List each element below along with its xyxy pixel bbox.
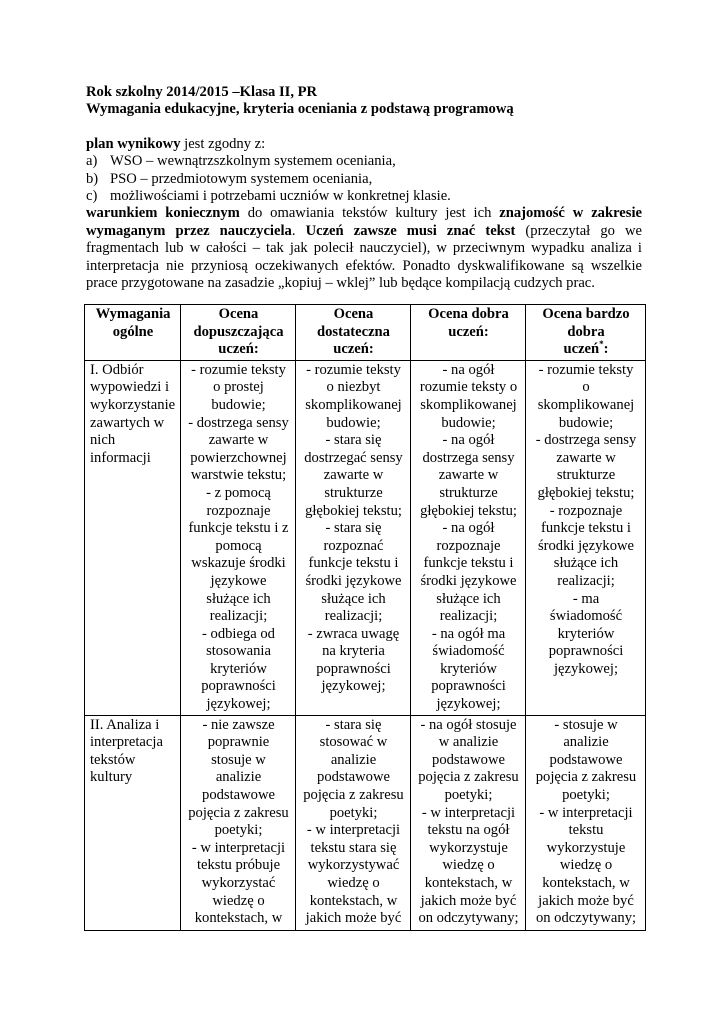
cell-line: funkcje tekstu i bbox=[308, 555, 399, 572]
cell-line: stosuje w bbox=[211, 751, 266, 768]
header-line: Ocena bbox=[333, 306, 374, 322]
cell-line: - z pomocą bbox=[206, 484, 271, 501]
cell-line: wiedzę o bbox=[559, 857, 613, 874]
cell-line: wykorzystuje bbox=[429, 839, 508, 856]
cell-line: on odczytywany; bbox=[418, 910, 519, 927]
cell-line: świadomość bbox=[432, 643, 505, 660]
cell-line: - stosuje w bbox=[554, 716, 618, 733]
cell-line: wykorzystuje bbox=[546, 839, 626, 856]
cell-line: kryteriów bbox=[440, 660, 497, 677]
cell-line: środki językowe bbox=[305, 572, 402, 589]
cell-grade-sufficient bbox=[181, 715, 296, 930]
cell-line: pojęcia z zakresu bbox=[188, 804, 289, 821]
list-text: możliwościami i potrzebami uczniów w konkretnej klasie. bbox=[110, 188, 451, 205]
cell-line: poetyki; bbox=[329, 804, 378, 821]
list-item bbox=[86, 171, 642, 188]
cell-line: - stara się bbox=[325, 520, 382, 537]
cell-line: pojęcia z zakresu bbox=[535, 769, 637, 786]
cell-line: o prostej bbox=[213, 379, 264, 396]
header-grade-sufficient bbox=[181, 305, 296, 361]
cell-line: świadomość bbox=[549, 608, 623, 625]
cell-line: budowie; bbox=[441, 414, 496, 431]
cell-line: analizie bbox=[330, 751, 377, 768]
cell-line: skomplikowanej bbox=[420, 396, 517, 413]
cell-line: wiedzę o bbox=[212, 892, 265, 909]
list-text: WSO – wewnątrzszkolnym systemem oceniania, bbox=[110, 153, 396, 170]
cell-line: poprawności bbox=[316, 660, 391, 677]
list-marker: a) bbox=[86, 153, 98, 170]
cell-line: kryteriów bbox=[557, 625, 615, 642]
cell-line: - na ogół stosuje bbox=[420, 716, 517, 733]
cell-line: językowej; bbox=[206, 696, 271, 713]
cell-line: - na ogół bbox=[442, 432, 495, 449]
cell-line: realizacji; bbox=[209, 608, 268, 625]
cell-line: - zwraca uwagę bbox=[307, 625, 400, 642]
cell-line: analizie bbox=[215, 769, 262, 786]
cell-line: rozpoznaje bbox=[206, 502, 271, 519]
cell-line: funkcje tekstu i bbox=[541, 520, 631, 537]
cell-line: - na ogół bbox=[442, 361, 495, 378]
cell-line: - odbiega od bbox=[202, 625, 275, 642]
cell-line: poetyki; bbox=[562, 787, 610, 804]
cell-line: służące ich bbox=[436, 590, 501, 607]
cell-line: kontekstach, w bbox=[542, 875, 630, 891]
cell-line: - na ogół ma bbox=[431, 625, 506, 642]
cell-line: - na ogół bbox=[442, 520, 495, 537]
cell-line: poprawności bbox=[548, 643, 624, 660]
cell-line: - w interpretacji bbox=[539, 804, 633, 821]
header-general-requirements bbox=[85, 305, 181, 361]
cell-general-requirement bbox=[85, 715, 181, 930]
cell-line: II. Analiza i bbox=[90, 716, 160, 733]
header-line: Wymagania bbox=[95, 306, 171, 322]
cell-line: środki językowe bbox=[420, 572, 517, 589]
cell-line: - rozpoznaje bbox=[549, 502, 623, 519]
footnote-marker: * bbox=[599, 339, 604, 350]
cell-line: poetyki; bbox=[214, 822, 263, 839]
cell-line: realizacji; bbox=[557, 572, 615, 589]
header-grade-very-good bbox=[526, 305, 646, 361]
cell-grade-very-good bbox=[526, 360, 646, 715]
cell-line: analizie bbox=[563, 734, 609, 751]
list-text: PSO – przedmiotowym systemem oceniania, bbox=[110, 170, 373, 187]
header-line-tail: : bbox=[603, 341, 609, 358]
condition-text-1: do omawiania tekstów kultury jest ich bbox=[239, 205, 500, 222]
cell-line: o niezbyt bbox=[326, 379, 381, 396]
cell-line: kontekstach, w bbox=[309, 892, 398, 909]
cell-line: - w interpretacji bbox=[421, 804, 516, 821]
header-line: dobra bbox=[567, 323, 605, 340]
cell-line: strukturze bbox=[439, 484, 498, 501]
school-year-heading: Rok szkolny 2014/2015 –Klasa II, PR bbox=[86, 84, 318, 100]
header-line: uczeń: bbox=[448, 323, 489, 340]
cell-line: jakich może być bbox=[420, 892, 517, 909]
cell-line: pojęcia z zakresu bbox=[418, 769, 519, 786]
cell-line: o bbox=[582, 379, 590, 396]
list-marker: c) bbox=[86, 188, 98, 205]
condition-text-3: (przeczytał go we fragmentach lub w całości – tak jak polecił nauczyciel), w przeciwnym wypadku analiza i interpretacja nie przyniosą oczekiwanych efektów. Ponadto dyskwalifikowane są wszelkie prace przygotowane na zasadzie „kopiuj – wklej” lub będące kompilacją cudzych prac. bbox=[86, 222, 643, 292]
cell-grade-satisfactory bbox=[296, 715, 411, 930]
cell-line: rozumie teksty o bbox=[419, 379, 518, 396]
cell-line: funkcje tekstu i bbox=[423, 555, 514, 572]
cell-line: tekstu na ogół bbox=[427, 822, 510, 839]
cell-line: - nie zawsze bbox=[202, 716, 275, 733]
cell-line: pojęcia z zakresu bbox=[303, 787, 404, 804]
cell-line: zawarte w bbox=[208, 432, 269, 449]
cell-line: zawartych w bbox=[90, 414, 165, 431]
header-line: dopuszczająca bbox=[193, 323, 284, 340]
cell-line: - rozumie teksty bbox=[306, 361, 401, 378]
cell-line: interpretacja bbox=[90, 734, 163, 751]
cell-line: wypowiedzi i bbox=[90, 379, 170, 396]
header-grade-good bbox=[411, 305, 526, 361]
cell-grade-sufficient bbox=[181, 360, 296, 715]
cell-line: warstwie tekstu; bbox=[190, 467, 287, 484]
document-body bbox=[86, 84, 642, 292]
condition-paragraph bbox=[86, 205, 642, 292]
cell-line: wskazuje środki bbox=[191, 555, 286, 572]
cell-line: stosowania bbox=[206, 643, 271, 660]
cell-general-requirement bbox=[85, 360, 181, 715]
cell-line: na kryteria bbox=[322, 643, 385, 660]
cell-line: skomplikowanej bbox=[305, 396, 402, 413]
header-line: Ocena bardzo bbox=[542, 306, 630, 322]
condition-text-2: . bbox=[291, 222, 306, 239]
cell-line: pomocą bbox=[215, 537, 262, 554]
cell-line: strukturze bbox=[324, 484, 383, 501]
cell-line: jakich może być bbox=[305, 910, 402, 927]
cell-line: zawarte w bbox=[438, 467, 499, 484]
cell-line: wiedzę o bbox=[327, 875, 380, 891]
cell-line: językowej; bbox=[436, 696, 501, 713]
cell-line: podstawowe bbox=[202, 787, 275, 804]
cell-line: - dostrzega sensy bbox=[188, 414, 289, 431]
cell-line: on odczytywany; bbox=[535, 910, 637, 927]
cell-line: podstawowe bbox=[432, 751, 505, 768]
cell-line: funkcje tekstu i z bbox=[188, 520, 289, 537]
cell-line: służące ich bbox=[553, 555, 619, 572]
cell-line: dostrzegać sensy bbox=[304, 449, 403, 466]
cell-line: tekstu bbox=[568, 822, 604, 839]
header-line: ogólne bbox=[112, 323, 154, 340]
cell-grade-satisfactory bbox=[296, 360, 411, 715]
cell-line: kontekstach, w bbox=[424, 875, 513, 891]
condition-bold-3: Uczeń zawsze musi znać tekst bbox=[305, 222, 516, 239]
cell-line: wykorzystanie bbox=[90, 396, 176, 413]
cell-line: - stara się bbox=[325, 716, 382, 733]
cell-line: głębokiej tekstu; bbox=[537, 484, 635, 501]
cell-line: - ma bbox=[572, 590, 600, 607]
cell-line: kontekstach, w bbox=[194, 910, 283, 927]
requirements-table bbox=[84, 304, 646, 931]
cell-line: służące ich bbox=[206, 590, 271, 607]
cell-line: poetyki; bbox=[444, 787, 493, 804]
cell-line: wykorzystać bbox=[201, 875, 276, 891]
cell-line: zawarte w bbox=[556, 449, 616, 466]
cell-grade-good bbox=[411, 360, 526, 715]
table-row bbox=[85, 360, 646, 715]
requirements-heading: Wymagania edukacyjne, kryteria oceniania z podstawą programową bbox=[86, 101, 514, 118]
cell-line: - stara się bbox=[325, 432, 382, 449]
cell-line: nich informacji bbox=[90, 432, 151, 466]
plan-intro-rest: jest zgodny z: bbox=[180, 135, 266, 152]
cell-line: strukturze bbox=[556, 467, 616, 484]
cell-line: skomplikowanej bbox=[537, 396, 635, 413]
cell-line: rozpoznaje bbox=[436, 537, 501, 554]
cell-line: - rozumie teksty bbox=[538, 361, 634, 378]
cell-line: głębokiej tekstu; bbox=[420, 502, 517, 519]
cell-line: budowie; bbox=[558, 414, 614, 431]
plan-intro-bold: plan wynikowy bbox=[86, 135, 181, 152]
header-line: uczeń: bbox=[333, 341, 374, 358]
cell-line: I. Odbiór bbox=[90, 361, 144, 378]
cell-line: poprawnie bbox=[207, 734, 270, 751]
cell-line: realizacji; bbox=[324, 608, 383, 625]
cell-grade-good bbox=[411, 715, 526, 930]
cell-line: językowej; bbox=[553, 660, 619, 677]
cell-line: służące ich bbox=[321, 590, 386, 607]
condition-bold-2: znajomość w zakresie wymaganym przez nauczyciela bbox=[86, 205, 642, 239]
cell-line: wiedzę o bbox=[442, 857, 495, 874]
cell-line: jakich może być bbox=[538, 892, 634, 909]
cell-line: stosować w bbox=[319, 734, 388, 751]
table-row bbox=[85, 715, 646, 930]
header-line: uczeń: bbox=[218, 341, 259, 358]
cell-line: głębokiej tekstu; bbox=[305, 502, 402, 519]
header-line bbox=[531, 341, 641, 359]
header-line: dostateczna bbox=[317, 323, 390, 340]
header-line: Ocena bbox=[218, 306, 259, 322]
cell-line: - rozumie teksty bbox=[191, 361, 286, 378]
cell-line: środki językowe bbox=[537, 537, 635, 554]
cell-line: budowie; bbox=[326, 414, 381, 431]
cell-line: wykorzystywać bbox=[307, 857, 400, 874]
cell-line: dostrzega sensy bbox=[422, 449, 515, 466]
cell-line: tekstu stara się bbox=[310, 839, 397, 856]
cell-line: - dostrzega sensy bbox=[535, 432, 637, 449]
header-line: Ocena dobra bbox=[428, 306, 509, 322]
cell-line: poprawności bbox=[431, 678, 506, 695]
cell-line: zawarte w bbox=[323, 467, 384, 484]
cell-line: podstawowe bbox=[549, 751, 623, 768]
cell-line: w analizie bbox=[438, 734, 499, 751]
header-grade-satisfactory bbox=[296, 305, 411, 361]
table-header-row bbox=[85, 305, 646, 361]
cell-line: podstawowe bbox=[317, 769, 390, 786]
list-marker: b) bbox=[86, 170, 99, 187]
plan-intro bbox=[86, 136, 642, 153]
list-item bbox=[86, 188, 642, 205]
cell-line: poprawności bbox=[201, 678, 276, 695]
cell-line: językowej; bbox=[321, 678, 386, 695]
cell-grade-very-good bbox=[526, 715, 646, 930]
cell-line: realizacji; bbox=[439, 608, 498, 625]
condition-bold-1: warunkiem koniecznym bbox=[86, 205, 240, 222]
cell-line: powierzchownej bbox=[190, 449, 287, 466]
cell-line: rozpoznać bbox=[323, 537, 384, 554]
list-item bbox=[86, 153, 642, 170]
cell-line: kryteriów bbox=[210, 660, 267, 677]
cell-line: tekstu próbuje bbox=[196, 857, 281, 874]
plan-list bbox=[86, 153, 642, 205]
header-line-text: uczeń bbox=[563, 341, 600, 358]
cell-line: tekstów kultury bbox=[90, 751, 136, 786]
cell-line: - w interpretacji bbox=[306, 822, 401, 839]
cell-line: budowie; bbox=[211, 396, 266, 413]
cell-line: językowe bbox=[210, 572, 267, 589]
cell-line: - w interpretacji bbox=[191, 839, 286, 856]
